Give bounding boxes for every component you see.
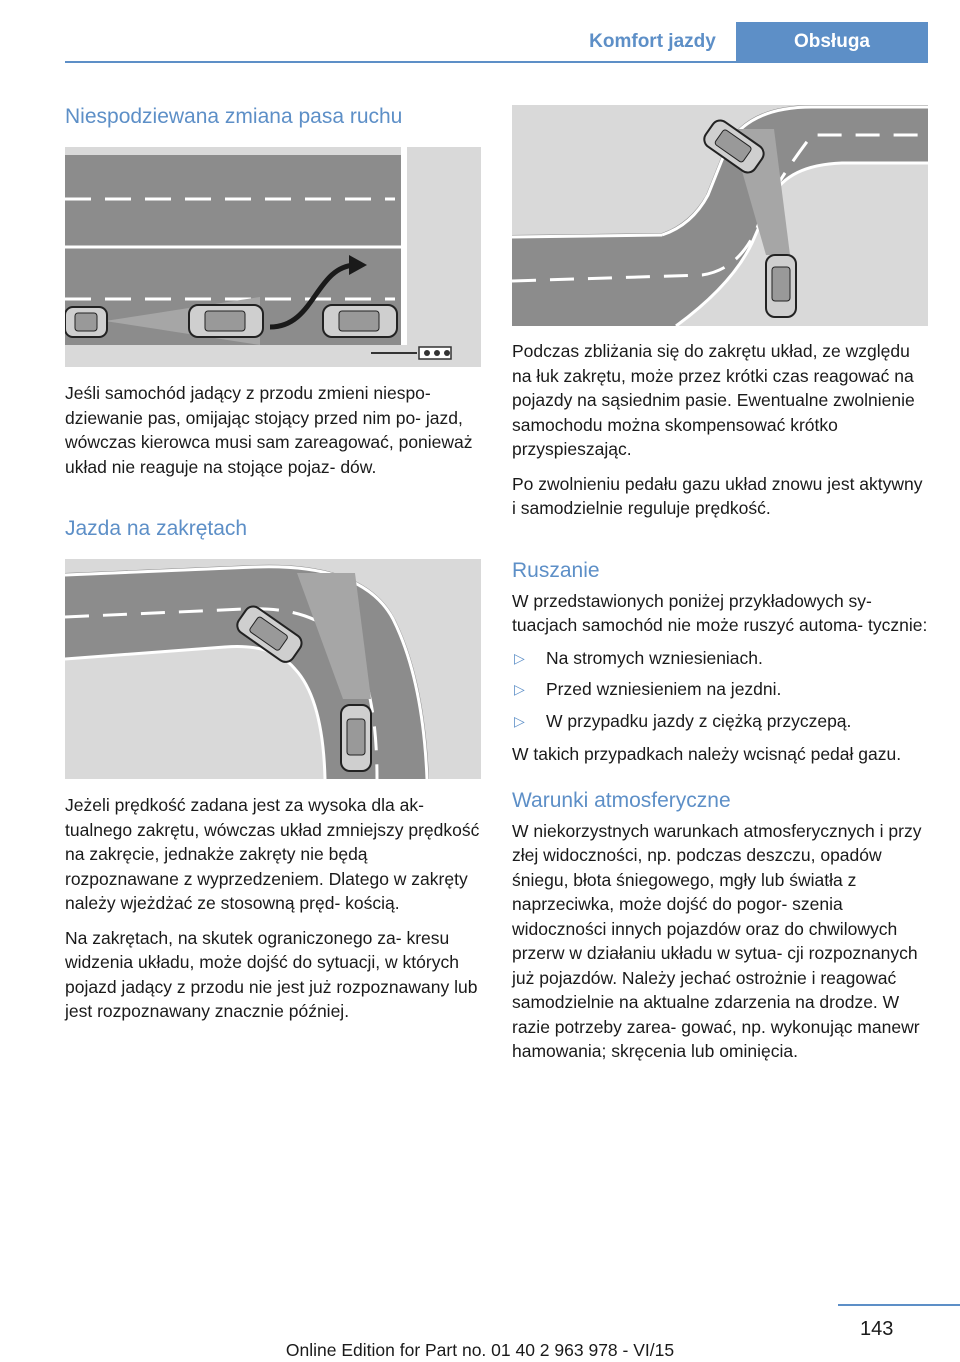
paragraph-curve-speed: Jeżeli prędkość zadana jest za wysoka dla ak‐ tualnego zakrętu, wówczas układ zmniejszy prędkość na zakręcie, jednakże zakręty nie będą rozpoznawane z wyprzedzeniem. Dlatego w zakręty należy wjeżdżać ze stosowną pręd‐ kością. bbox=[65, 795, 480, 913]
chapter-tab: Obsługa bbox=[736, 22, 928, 61]
paragraph-release-pedal: Po zwolnieniu pedału gazu układ znowu jest aktywny i samodzielnie reguluje prędkość. bbox=[512, 473, 923, 518]
triangle-bullet-icon: ▷ bbox=[514, 681, 525, 697]
starting-conditions-list bbox=[512, 646, 928, 734]
paragraph-approach-curve: Podczas zbliżania się do zakrętu układ, ze względu na łuk zakrętu, może przez krótki czas reagować na pojazdy na sąsiednim pasie. Ewentualne zwolnienie samochodu można skompensować krótko przyspieszając. bbox=[512, 341, 915, 459]
heading-starting-off: Ruszanie bbox=[512, 558, 600, 582]
page-header bbox=[0, 0, 960, 64]
heading-driving-on-curves: Jazda na zakrętach bbox=[65, 517, 248, 540]
edition-line: Online Edition for Part no. 01 40 2 963 978 - VI/15 bbox=[285, 1340, 675, 1360]
list-item: ▷ W przypadku jazdy z ciężką przyczepą. bbox=[512, 709, 928, 734]
list-item: ▷ Przed wzniesieniem na jezdni. bbox=[512, 677, 928, 702]
list-item: ▷ Na stromych wzniesieniach. bbox=[512, 646, 928, 671]
left-column bbox=[65, 100, 481, 1024]
car-front-icon bbox=[323, 305, 397, 337]
paragraph-lane-change: Jeśli samochód jadący z przodu zmieni niespo‐ dziewanie pas, omijając stojący przed nim po‐ jazd, wówczas kierowca musi sam zareagować, ponieważ układ nie reaguje na stojące pojaz‐ dów. bbox=[65, 383, 473, 477]
page-footer bbox=[0, 1290, 960, 1362]
triangle-bullet-icon: ▷ bbox=[514, 649, 525, 666]
paragraph-starting-situations: W przedstawionych poniżej przykładowych sy‐ tuacjach samochód nie może ruszyć automa‐ tycznie: bbox=[512, 590, 928, 635]
header-rule bbox=[65, 61, 928, 63]
triangle-bullet-icon: ▷ bbox=[514, 712, 525, 729]
paragraph-weather: W niekorzystnych warunkach atmosferycznych i przy złej widoczności, np. podczas deszczu, opadów śniegu, błota śniegowego, mgły lub światła z naprzeciwka, może dojść do pogor‐ szenia widoczności innych pojazdów oraz do chwilowych przerw w działaniu układu w sytua‐ cji rozpoznanych już pojazdów. Należy jechać ostrożnie i reagować samodzielnie na aktualne zdarzenia na drodze. W razie potrzeby zarea‐ gować, np. wykonując manewr hamowania; skręcenia lub ominięcia. bbox=[512, 820, 922, 1061]
footer-rule bbox=[838, 1304, 960, 1306]
car-left-icon bbox=[65, 307, 107, 337]
heading-weather-conditions: Warunki atmosferyczne bbox=[512, 788, 731, 812]
car-adjacent-bottom-icon bbox=[766, 255, 796, 317]
heading-unexpected-lane-change: Niespodziewana zmiana pasa ruchu bbox=[65, 105, 403, 128]
lane-change-illustration bbox=[65, 147, 481, 367]
paragraph-curve-detection: Na zakrętach, na skutek ograniczonego za‐ kresu widzenia układu, może dojść do sytuacji, w których pojazd jadący z przodu nie jest już rozpoznawany lub jest rozpoznawany znacznie później. bbox=[65, 927, 478, 1021]
section-tab: Komfort jazdy bbox=[589, 31, 716, 52]
paragraph-press-pedal: W takich przypadkach należy wcisnąć pedał gazu. bbox=[512, 744, 902, 764]
right-column bbox=[512, 105, 928, 1064]
curve-speed-illustration bbox=[65, 559, 481, 779]
curve-adjacent-lane-illustration bbox=[512, 105, 928, 326]
car-curve-bottom-icon bbox=[341, 705, 371, 771]
car-middle-icon bbox=[189, 305, 263, 337]
page-number: 143 bbox=[860, 1318, 894, 1340]
